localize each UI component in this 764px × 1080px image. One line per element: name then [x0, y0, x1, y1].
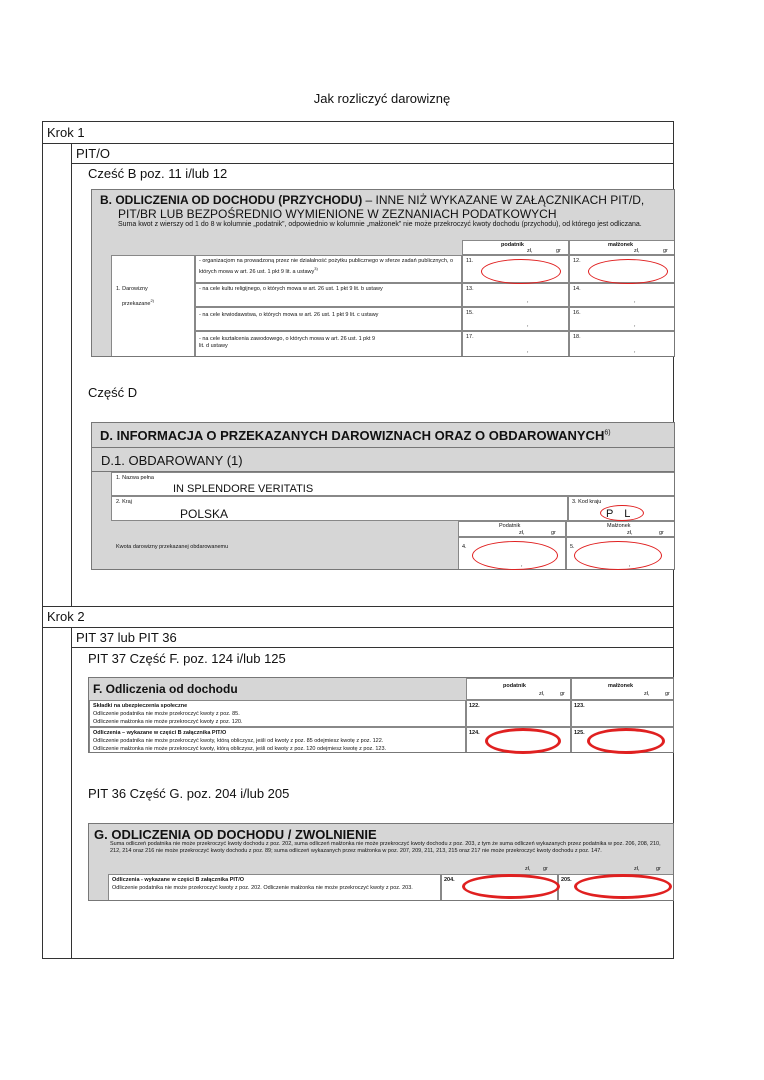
column-header-spouse-label: małżonek: [608, 683, 634, 689]
highlight-oval: [485, 728, 561, 754]
currency-zl: zł,: [634, 248, 640, 254]
field-number: 123.: [574, 703, 585, 709]
donation-row-desc-text: - na cele krwiodawstwa, o których mowa w art. 26 ust. 1 pkt 9 lit. c ustawy: [199, 312, 379, 318]
decimal-comma: ,: [634, 322, 636, 328]
highlight-oval: [481, 259, 561, 284]
currency-zl: zł,: [644, 691, 650, 697]
donation-row-desc: [195, 283, 462, 307]
currency-gr: gr: [560, 691, 565, 697]
donation-row-desc-text: - organizacjom na prowadzoną przez nie działalność pożytku publicznego w sferze zadań publicznych, o których mowa w art. 26 ust. 1 pkt 9 lit. a ustawy: [199, 258, 454, 275]
field-number: 15.: [466, 310, 474, 316]
divider: [42, 143, 674, 144]
field-number: 204.: [444, 877, 455, 883]
column-header-spouse-label: Małżonek: [607, 523, 631, 529]
pit-o-deductions-note: Odliczenie małżonka nie może przekroczyć kwoty, którą obliczysz, jeśli od kwoty z poz. 120 odejmiesz kwotę z poz. 123.: [93, 746, 387, 752]
field-number: 5.: [570, 544, 575, 550]
field-number: 11.: [466, 258, 474, 264]
currency-zl: zł,: [525, 866, 531, 872]
pit-o-deductions-row: [89, 727, 466, 753]
step1-label: Krok 1: [47, 125, 85, 140]
section-d-heading: [100, 428, 611, 443]
decimal-comma: ,: [527, 348, 529, 354]
field-number: 16.: [573, 310, 581, 316]
footnote-marker: 3): [314, 266, 318, 271]
currency-zl: zł,: [627, 530, 633, 536]
field-15[interactable]: [462, 307, 569, 331]
donee-name-field[interactable]: [111, 472, 675, 496]
currency-gr: gr: [663, 248, 668, 254]
donations-label-line2: przekazane: [122, 300, 151, 307]
field-number: 18.: [573, 334, 581, 340]
currency-gr: gr: [556, 248, 561, 254]
currency-gr: gr: [659, 530, 664, 536]
donations-label-line1: 1. Darowizny: [116, 286, 148, 292]
pit-o-deductions-title: Odliczenia – wykazane w części B załącznika PIT/O: [93, 730, 227, 736]
donations-row-label: [111, 255, 195, 357]
footnote-marker: 6): [604, 429, 611, 437]
field-number: 4.: [462, 544, 467, 550]
divider: [71, 163, 674, 164]
part-b-label: Cześć B poz. 11 i/lub 12: [88, 166, 228, 181]
field-122[interactable]: [466, 700, 571, 727]
page-title: Jak rozliczyć darowiznę: [313, 91, 451, 106]
currency-gr: gr: [543, 866, 548, 872]
social-insurance-row: [89, 700, 466, 727]
step1-form-label: PIT/O: [76, 146, 110, 161]
donee-country-label: 2. Kraj: [116, 499, 132, 505]
section-b-heading-line2: PIT/BR LUB BEZPOŚREDNIO WYMIENIONE W ZEZNANIACH PODATKOWYCH: [118, 207, 557, 221]
field-number: 205.: [561, 877, 572, 883]
divider: [71, 143, 72, 606]
divider: [71, 647, 674, 648]
field-number: 14.: [573, 286, 581, 292]
column-header-spouse-label: małżonek: [608, 242, 634, 248]
highlight-oval: [600, 505, 644, 521]
donation-row-desc: [195, 307, 462, 331]
column-header-taxpayer: [462, 240, 569, 255]
donation-row-desc: [195, 255, 462, 283]
pit-o-deductions-note: Odliczenie podatnika nie może przekroczyć kwoty z poz. 202. Odliczenie małżonka nie może przekroczyć kwoty z poz. 203.: [112, 885, 413, 891]
pit36-label: PIT 36 Część G. poz. 204 i/lub 205: [88, 786, 290, 801]
social-insurance-note: Odliczenie podatnika nie może przekroczyć kwoty z poz. 85.: [93, 711, 240, 717]
pit37-label: PIT 37 Część F. poz. 124 i/lub 125: [88, 651, 286, 666]
step2-form-label: PIT 37 lub PIT 36: [76, 630, 177, 645]
section-d-heading-text: D. INFORMACJA O PRZEKAZANYCH DAROWIZNACH ORAZ O OBDAROWANYCH: [100, 428, 605, 443]
currency-zl: zł,: [519, 530, 525, 536]
section-b-heading: [100, 193, 644, 207]
field-17[interactable]: [462, 331, 569, 357]
currency-gr: gr: [551, 530, 556, 536]
field-16[interactable]: [569, 307, 675, 331]
pit-o-deductions-row: [108, 874, 441, 901]
highlight-oval: [574, 541, 662, 570]
section-b-note: Suma kwot z wierszy od 1 do 8 w kolumnie „podatnik”, odpowiednio w kolumnie „małżonek” nie może przekroczyć kwoty dochodu (przychodu), od którego jest odliczana.: [118, 221, 642, 228]
currency-gr: gr: [656, 866, 661, 872]
highlight-oval: [472, 541, 558, 570]
column-header-taxpayer-label: podatnik: [501, 242, 524, 248]
divider: [42, 627, 674, 628]
highlight-oval: [588, 259, 668, 284]
donation-amount-label: Kwota darowizny przekazanej obdarowanemu: [116, 544, 229, 550]
decimal-comma: ,: [629, 562, 631, 568]
currency-gr: gr: [665, 691, 670, 697]
column-header-spouse: [571, 678, 674, 700]
social-insurance-title: Składki na ubezpieczenia społeczne: [93, 703, 188, 709]
field-number: 17.: [466, 334, 474, 340]
column-header-taxpayer: [458, 521, 566, 537]
donee-name-value: IN SPLENDORE VERITATIS: [173, 483, 314, 495]
pit-o-deductions-note: Odliczenie podatnika nie może przekroczyć kwoty, którą obliczysz, jeśli od kwoty z poz. 85 odejmiesz kwotę z poz. 122.: [93, 738, 384, 744]
highlight-oval: [574, 874, 672, 899]
donee-country-value: POLSKA: [180, 507, 229, 521]
section-b-heading-rest: – INNE NIŻ WYKAZANE W ZAŁĄCZNIKACH PIT/D,: [362, 193, 645, 207]
section-g-note: Suma odliczeń podatnika nie może przekroczyć kwoty dochodu z poz. 202, suma odliczeń małżonka nie może przekroczyć kwoty dochodu z poz. 203, z tym że suma odliczeń wykazanych przez podatnika w poz. 206, 208, 210, 212, 214 oraz 216 nie może przekroczyć kwoty dochodu z poz. 89; suma odliczeń wykazanych przez małżonka w poz. 207, 209, 211, 213, 215 oraz 217 nie może przekroczyć kwoty dochodu z poz. 147.: [110, 841, 661, 854]
field-18[interactable]: [569, 331, 675, 357]
donee-country-code-value: P L: [606, 508, 635, 520]
divider: [92, 447, 675, 448]
field-number: 12.: [573, 258, 581, 264]
donee-name-label: 1. Nazwa pełna: [116, 475, 154, 481]
column-header-spouse: [566, 521, 675, 537]
field-13[interactable]: [462, 283, 569, 307]
donation-row-desc-text: - na cele kształcenia zawodowego, o których mowa w art. 26 ust. 1 pkt 9 lit. d ustawy: [199, 336, 376, 349]
field-14[interactable]: [569, 283, 675, 307]
field-number: 124.: [469, 730, 480, 736]
decimal-comma: ,: [634, 298, 636, 304]
decimal-comma: ,: [521, 562, 523, 568]
column-header-taxpayer-label: podatnik: [503, 683, 526, 689]
social-insurance-note: Odliczenie małżonka nie może przekroczyć kwoty z poz. 120.: [93, 719, 243, 725]
section-b-heading-bold: B. ODLICZENIA OD DOCHODU (PRZYCHODU): [100, 193, 363, 207]
section-g-heading: G. ODLICZENIA OD DOCHODU / ZWOLNIENIE: [94, 827, 377, 842]
currency-zl: zł,: [634, 866, 640, 872]
currency-zl: zł,: [527, 248, 533, 254]
decimal-comma: ,: [527, 322, 529, 328]
divider: [42, 606, 674, 607]
currency-zl: zł,: [539, 691, 545, 697]
pit-o-deductions-title: Odliczenia - wykazane w części B załącznika PIT/O: [112, 877, 245, 883]
field-number: 13.: [466, 286, 474, 292]
decimal-comma: ,: [527, 298, 529, 304]
column-header-taxpayer: [466, 678, 571, 700]
part-d-label: Część D: [88, 385, 138, 400]
donee-country-field[interactable]: [111, 496, 568, 521]
donation-row-desc-text: - na cele kultu religijnego, o których mowa w art. 26 ust. 1 pkt 9 lit. b ustawy: [199, 286, 383, 292]
field-123[interactable]: [571, 700, 674, 727]
step2-label: Krok 2: [47, 609, 85, 624]
decimal-comma: ,: [634, 348, 636, 354]
highlight-oval: [587, 728, 665, 754]
highlight-oval: [462, 874, 560, 899]
column-header-taxpayer-label: Podatnik: [499, 523, 521, 529]
donation-row-desc: [195, 331, 462, 357]
section-f-heading: F. Odliczenia od dochodu: [93, 682, 238, 696]
column-header-spouse: [569, 240, 675, 255]
field-number: 125.: [574, 730, 585, 736]
footnote-marker: 2): [150, 298, 154, 303]
donee-country-code-label: 3. Kod kraju: [572, 499, 602, 505]
section-d1-heading: D.1. OBDAROWANY (1): [101, 453, 243, 468]
divider: [71, 627, 72, 959]
field-number: 122.: [469, 703, 480, 709]
